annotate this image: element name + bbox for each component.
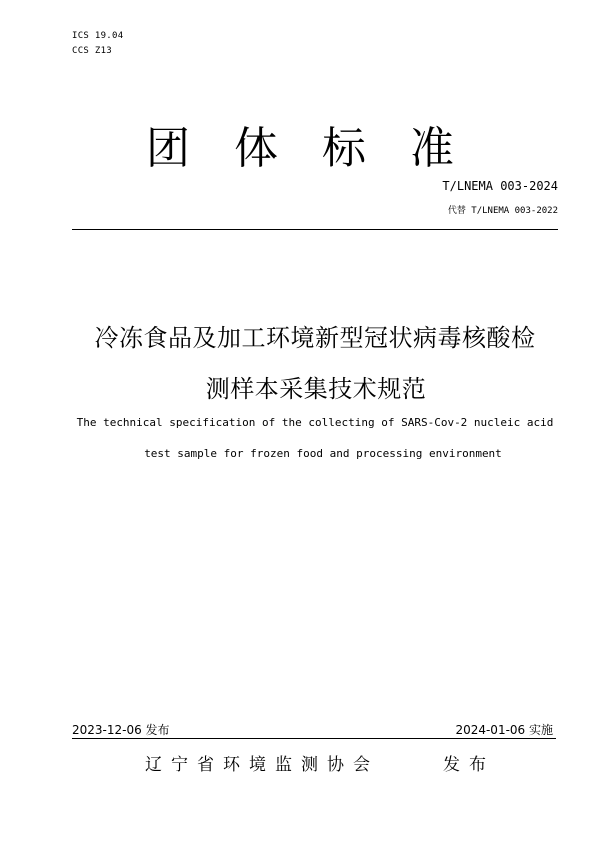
- issuer-action: 发布: [443, 755, 495, 775]
- top-divider: [72, 229, 558, 230]
- replaces-standard: 代替 T/LNEMA 003-2022: [447, 206, 558, 216]
- ccs-code: CCS Z13: [72, 46, 113, 56]
- title-chinese-line-1: 冷冻食品及加工环境新型冠状病毒核酸检: [94, 324, 536, 352]
- issue-date: 2023-12-06 发布: [72, 723, 170, 737]
- ics-code: ICS 19.04: [72, 31, 124, 41]
- issuing-organization: 辽宁省环境监测协会: [145, 755, 379, 775]
- title-english-line-2: test sample for frozen food and processing environment: [144, 447, 502, 460]
- title-chinese-line-2: 测样本采集技术规范: [205, 375, 427, 403]
- document-type-heading: 团体标准: [146, 123, 498, 174]
- bottom-divider: [72, 738, 556, 739]
- title-english-line-1: The technical specification of the collecting of SARS-Cov-2 nucleic acid: [76, 416, 554, 429]
- implementation-date: 2024-01-06 实施: [455, 723, 553, 737]
- standard-number: T/LNEMA 003-2024: [442, 179, 558, 193]
